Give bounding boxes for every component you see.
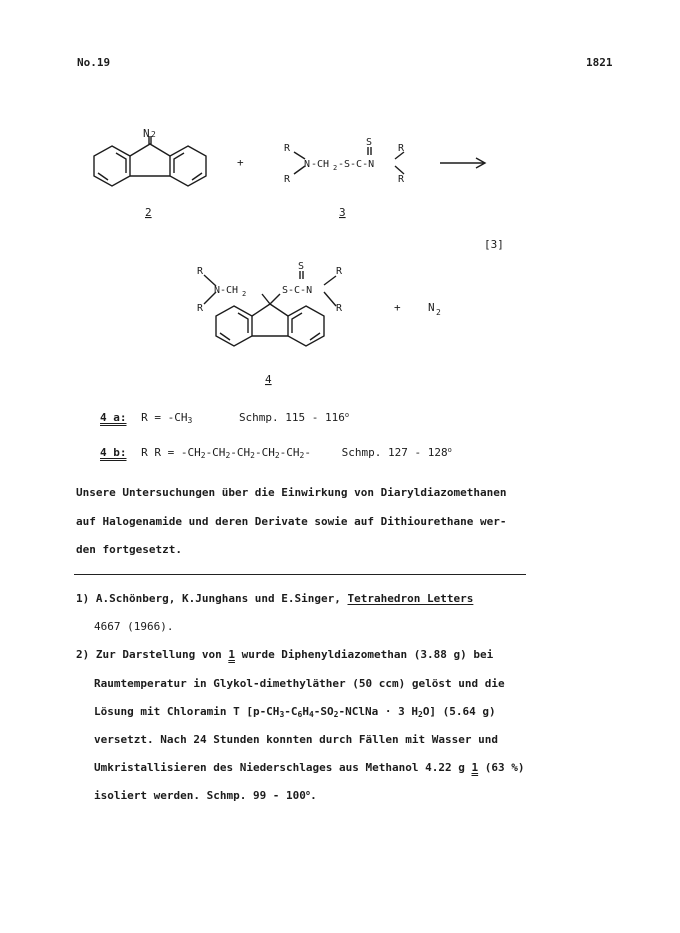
product-scn: S-C-N: [282, 285, 313, 296]
variant-b-line: [100, 446, 452, 460]
reactant2-r-top-left: R: [284, 143, 291, 154]
nitrogen-product: N: [428, 301, 435, 314]
paragraph-line-2: auf Halogenamide und deren Derivate sowie auf Dithiourethane wer-: [76, 515, 507, 528]
reactant2-r-top-right: R: [398, 143, 405, 154]
product-s-atom: S: [298, 261, 305, 272]
footnote-divider: [74, 574, 526, 575]
product-nch-sub: 2: [242, 290, 247, 298]
footnote-2-line-2: Raumtemperatur in Glykol-dimethyläther (50 ccm) gelöst und die: [94, 677, 505, 690]
reactant2-label: 3: [339, 206, 346, 219]
paragraph-line-3: den fortgesetzt.: [76, 543, 182, 556]
nitrogen-product-sub: 2: [436, 308, 441, 317]
reactant2-r-bottom-right: R: [398, 174, 405, 185]
footnote-1-line-2: 4667 (1966).: [94, 620, 174, 633]
reactant2-n-left: N: [304, 159, 311, 170]
footnote-2-line-1: 2) Zur Darstellung von 1 wurde Diphenyldiazomethan (3.88 g) bei: [76, 648, 494, 661]
journal-issue: No.19: [77, 56, 111, 69]
fluorene-five-ring: [130, 144, 170, 156]
product-ring-right: [288, 306, 324, 346]
variant-a-label: 4 a:: [100, 411, 127, 424]
footnote-2-line-6: isoliert werden. Schmp. 99 - 100$^o$.: [94, 789, 317, 802]
variant-b-label: 4 b:: [100, 446, 127, 459]
footnote-2-line-5: Umkristallisieren des Niederschlages aus Methanol 4.22 g 1 (63 %): [94, 761, 525, 774]
reference-mark: [3]: [484, 238, 504, 251]
variant-a-mp: Schmp. 115 - 116$^o$: [238, 411, 350, 424]
reactant2-s-atom: S: [366, 137, 373, 148]
variant-a-r: $R = -CH_3$: [141, 411, 193, 425]
product-r-top-left: R: [197, 266, 204, 277]
reactant2-chain-sub: 2: [333, 164, 338, 172]
reactant2-chain-b: -S-C-N: [338, 159, 375, 170]
footnote-1-journal: Tetrahedron Letters: [347, 592, 474, 605]
footnote-2-line-3: Lösung mit Chloramin T [$p-CH_3-C_6H_4-SO_2$-NClNa · 3 $H_2O$] (5.64 g): [94, 705, 496, 719]
footnote-1-line-1: 1) A.Schönberg, K.Junghans und E.Singer, Tetrahedron Letters: [76, 592, 474, 605]
reactant1-n-subscript: 2: [151, 130, 156, 139]
plus-sign-1: +: [237, 156, 244, 169]
product-nch-a: N-CH: [214, 285, 239, 296]
variant-b-r: R $R = -CH_2-CH_2-CH_2-CH_2-CH_2-$: [141, 446, 311, 460]
product-r-bottom-right: R: [336, 303, 343, 314]
paragraph-line-1: Unsere Untersuchungen über die Einwirkung von Diaryldiazomethanen: [76, 486, 507, 499]
product-label: 4: [265, 373, 272, 386]
page-number: 1821: [586, 56, 613, 69]
compound-ref-2: 1: [471, 761, 479, 774]
product-ring-left: [216, 306, 252, 346]
product-r-bottom-left: R: [197, 303, 204, 314]
variant-b-mp: Schmp. 127 - 128$^o$: [341, 446, 452, 459]
reactant2-r-bottom-left: R: [284, 174, 291, 185]
reactant1-n-atom: N: [143, 127, 150, 140]
reactant2-chain-a: -CH: [311, 159, 330, 170]
plus-sign-2: +: [394, 301, 401, 314]
reactant1-label: 2: [145, 206, 152, 219]
variant-a-line: [100, 411, 349, 425]
fluorene-ring-left: [94, 146, 130, 186]
product-r-top-right: R: [336, 266, 343, 277]
reaction-scheme: [0, 0, 680, 420]
footnote-2-line-4: versetzt. Nach 24 Stunden konnten durch Fällen mit Wasser und: [94, 733, 498, 746]
compound-ref-1: 1: [228, 648, 235, 661]
fluorene-ring-right: [170, 146, 206, 186]
